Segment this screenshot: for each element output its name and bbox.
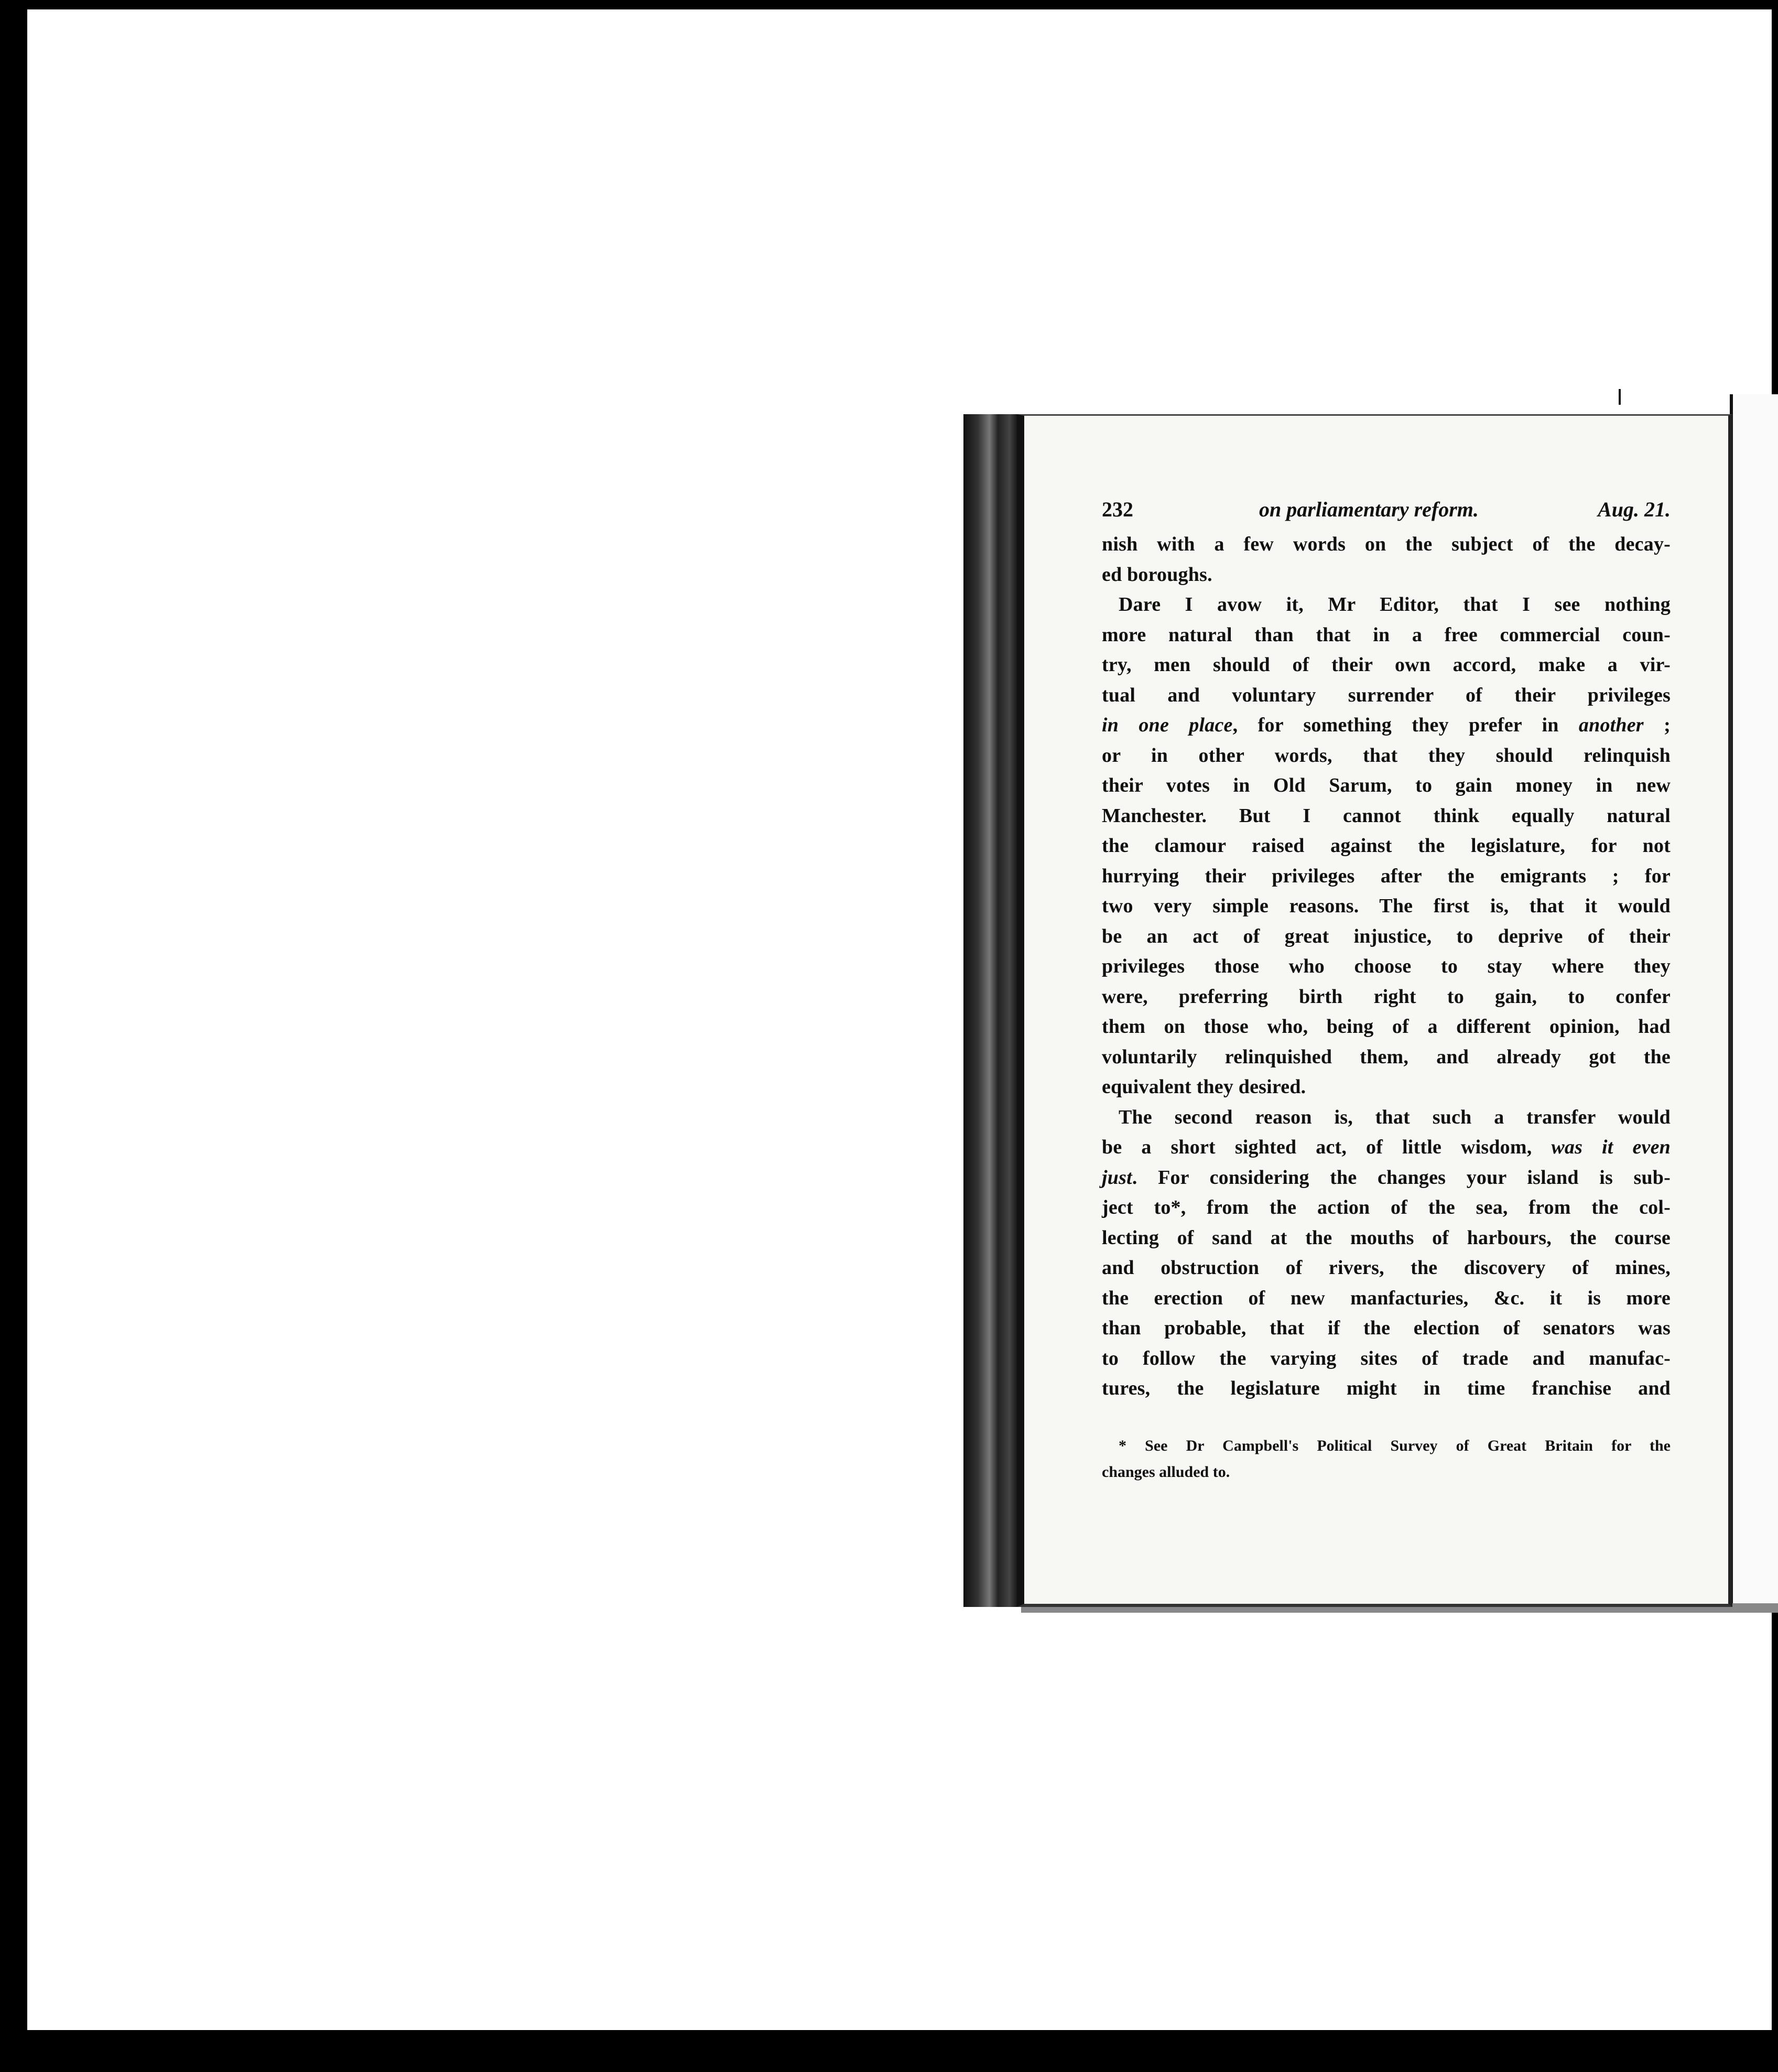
text-line	[1102, 1132, 1671, 1163]
text-line: nish with a few words on the subject of the decay-	[1102, 533, 1671, 555]
text-line: two very simple reasons. The first is, that it would	[1102, 895, 1671, 917]
text-line: more natural than that in a free commercial coun-	[1102, 623, 1671, 646]
page-number: 232	[1102, 498, 1133, 521]
italic-phrase: was it even	[1551, 1136, 1671, 1158]
text-run: be a short sighted act, of little wisdom,	[1102, 1136, 1552, 1158]
footnote-line: * See Dr Campbell's Political Survey of Great Britain for the	[1119, 1437, 1671, 1454]
text-line: tures, the legislature might in time franchise and	[1102, 1377, 1671, 1399]
text-run: . For considering the changes your island is sub-	[1132, 1166, 1671, 1189]
book-page	[1017, 414, 1732, 1607]
text-line: voluntarily relinquished them, and already got the	[1102, 1045, 1671, 1068]
text-line: them on those who, being of a different opinion, had	[1102, 1016, 1671, 1038]
text-line: equivalent they desired.	[1102, 1076, 1306, 1098]
text-line: ject to*, from the action of the sea, from the col-	[1102, 1196, 1671, 1218]
text-line: lecting of sand at the mouths of harbours, the course	[1102, 1226, 1671, 1249]
text-line: try, men should of their own accord, make a vir-	[1102, 654, 1671, 676]
text-line: their votes in Old Sarum, to gain money in new	[1102, 774, 1671, 796]
text-line: tual and voluntary surrender of their privileges	[1102, 684, 1671, 706]
running-title: on parliamentary reform.	[1259, 498, 1479, 521]
text-line: and obstruction of rivers, the discovery of mines,	[1102, 1257, 1671, 1279]
text-line	[1102, 1163, 1671, 1193]
text-line	[1102, 710, 1671, 741]
italic-phrase: another	[1578, 714, 1644, 736]
text-line: privileges those who choose to stay where they	[1102, 955, 1671, 977]
text-line: the clamour raised against the legislature, for not	[1102, 835, 1671, 857]
text-line: The second reason is, that such a transfer would	[1119, 1106, 1671, 1128]
book-spine	[963, 414, 1021, 1607]
italic-phrase: just	[1102, 1166, 1132, 1189]
text-run: , for something they prefer in	[1232, 714, 1579, 736]
text-line: the erection of new manfacturies, &c. it is more	[1102, 1287, 1671, 1309]
text-line: or in other words, that they should relinquish	[1102, 744, 1671, 767]
text-line: to follow the varying sites of trade and manufac-	[1102, 1347, 1671, 1369]
text-line: hurrying their privileges after the emigrants ; for	[1102, 865, 1671, 887]
text-run: ;	[1643, 714, 1671, 736]
text-line: than probable, that if the election of senators was	[1102, 1317, 1671, 1339]
text-line: Manchester. But I cannot think equally natural	[1102, 804, 1671, 827]
facing-page-edge	[1730, 394, 1778, 1611]
text-line: Dare I avow it, Mr Editor, that I see nothing	[1119, 593, 1671, 616]
text-line: were, preferring birth right to gain, to confer	[1102, 985, 1671, 1008]
facing-page-mark	[1619, 389, 1621, 405]
footnote-line: changes alluded to.	[1102, 1463, 1230, 1481]
running-date: Aug. 21.	[1598, 498, 1671, 521]
running-head	[1102, 497, 1671, 530]
page-text-block	[1102, 497, 1671, 1404]
text-line: be an act of great injustice, to deprive of their	[1102, 925, 1671, 947]
text-line: ed boroughs.	[1102, 563, 1212, 586]
italic-phrase: in one place	[1102, 714, 1233, 736]
footnote	[1102, 1433, 1671, 1485]
